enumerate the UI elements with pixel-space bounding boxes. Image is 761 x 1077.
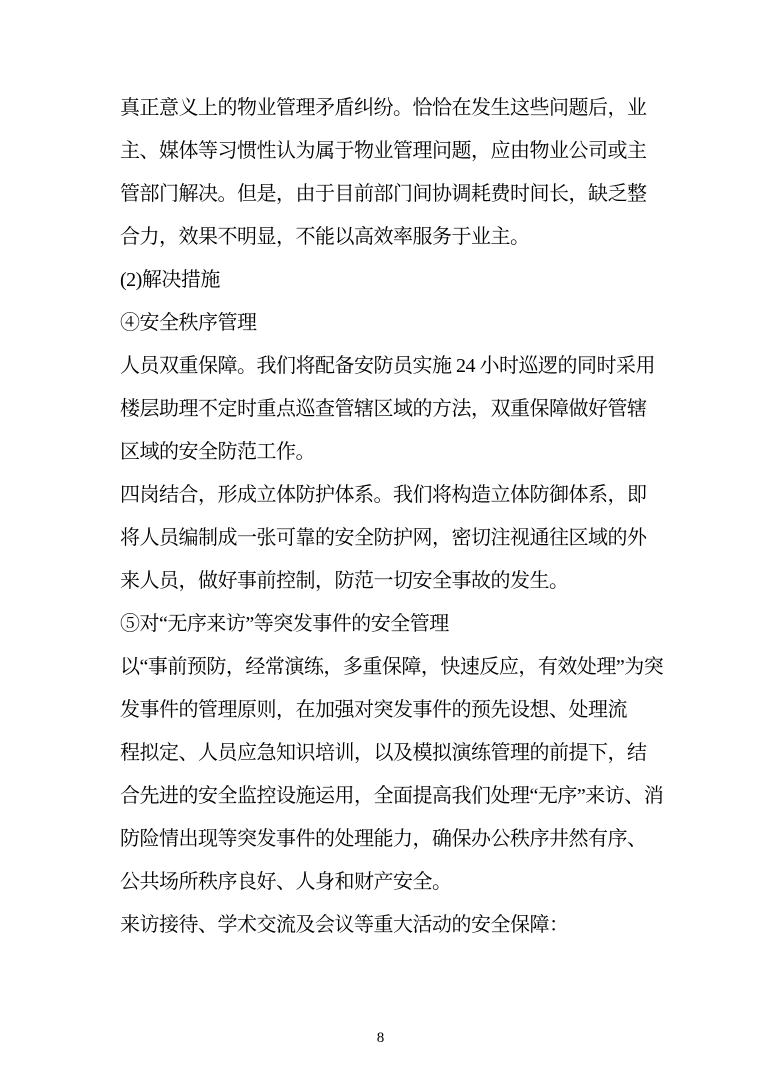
text-line: ④安全秩序管理 xyxy=(120,312,257,334)
text-line: 将人员编制成一张可靠的安全防护网，密切注视通往区域的外 xyxy=(120,527,647,549)
text-line: 合先进的安全监控设施运用，全面提高我们处理“无序”来访、消 xyxy=(120,785,664,807)
paragraph-block xyxy=(120,646,664,904)
text-line: 以“事前预防，经常演练，多重保障，快速反应，有效处理”为突 xyxy=(120,656,664,678)
text-line: 人员双重保障。我们将配备安防员实施 24 小时巡逻的同时采用 xyxy=(120,355,655,377)
text-block xyxy=(120,87,664,947)
text-line: 区域的安全防范工作。 xyxy=(120,441,315,463)
text-line: 发事件的管理原则，在加强对突发事件的预先设想、处理流 xyxy=(120,699,627,721)
heading-block xyxy=(120,259,650,302)
text-line: (2)解决措施 xyxy=(120,269,220,291)
paragraph-block xyxy=(120,904,650,947)
text-line: 楼层助理不定时重点巡查管辖区域的方法，双重保障做好管辖 xyxy=(120,398,647,420)
text-line: 公共场所秩序良好、人身和财产安全。 xyxy=(120,871,452,893)
paragraph-block xyxy=(120,474,650,603)
paragraph-block xyxy=(120,345,655,474)
text-line: 四岗结合，形成立体防护体系。我们将构造立体防御体系，即 xyxy=(120,484,647,506)
text-line: 程拟定、人员应急知识培训，以及模拟演练管理的前提下，结 xyxy=(120,742,647,764)
text-line: 防险情出现等突发事件的处理能力，确保办公秩序井然有序、 xyxy=(120,828,647,850)
paragraph-block xyxy=(120,87,650,259)
text-line: 主、媒体等习惯性认为属于物业管理问题，应由物业公司或主 xyxy=(120,140,647,162)
heading-block xyxy=(120,603,650,646)
heading-block xyxy=(120,302,650,345)
text-line: 来人员，做好事前控制，防范一切安全事故的发生。 xyxy=(120,570,569,592)
text-line: ⑤对“无序来访”等突发事件的安全管理 xyxy=(120,613,449,635)
text-line: 真正意义上的物业管理矛盾纠纷。恰恰在发生这些问题后，业 xyxy=(120,97,647,119)
text-line: 来访接待、学术交流及会议等重大活动的安全保障： xyxy=(120,914,569,936)
page-footer xyxy=(0,1028,761,1048)
text-line: 管部门解决。但是，由于目前部门间协调耗费时间长，缺乏整 xyxy=(120,183,647,205)
page-number: 8 xyxy=(376,1030,385,1046)
text-line: 合力，效果不明显，不能以高效率服务于业主。 xyxy=(120,226,530,248)
